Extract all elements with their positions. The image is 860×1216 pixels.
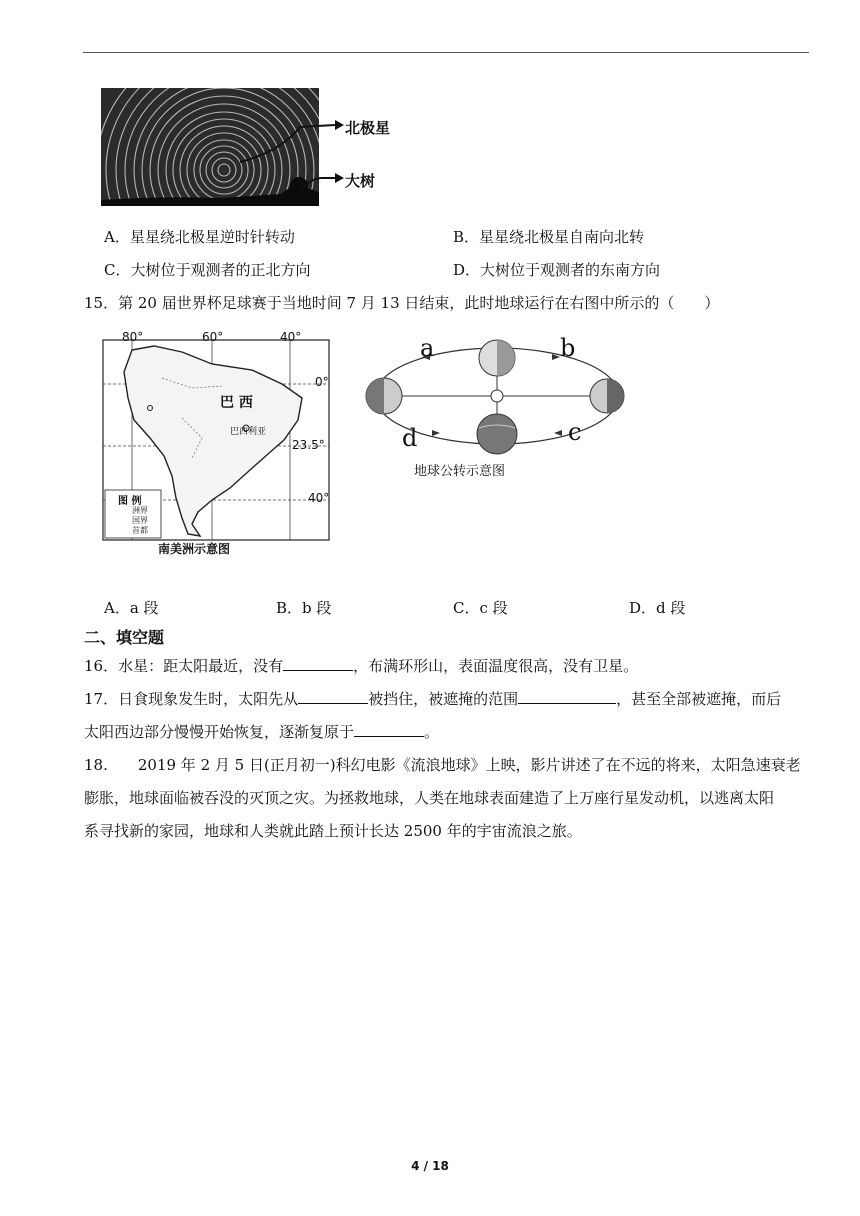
polaris-label: 北极星 [345, 119, 391, 137]
page-number: 4 / 18 [411, 1159, 449, 1173]
q16-text-2: ，布满环形山，表面温度很高，没有卫星。 [353, 657, 639, 675]
q18-line3: 系寻找新的家园，地球和人类就此踏上预计长达 2500 年的宇宙流浪之旅。 [84, 822, 582, 840]
header-rule [83, 52, 809, 53]
segment-c-label: c [568, 418, 582, 446]
q16-text-1: 16．水星：距太阳最近，没有 [84, 657, 284, 675]
lat-23-5: 23.5° [292, 438, 325, 452]
brazil-label: 巴 西 [220, 395, 253, 411]
lon-80: 80° [122, 330, 144, 344]
lon-40: 40° [280, 330, 302, 344]
q15-stem: 15．第 20 届世界杯足球赛于当地时间 7 月 13 日结束，此时地球运行在右图中所示的（ ） [84, 294, 720, 312]
q14-option-c[interactable]: C．大树位于观测者的正北方向 [104, 261, 311, 279]
photo-arrows [240, 112, 350, 202]
lat-40: 40° [308, 491, 330, 505]
q17-line2 [84, 721, 439, 742]
q14-option-b[interactable]: B．星星绕北极星自南向北转 [453, 228, 645, 246]
q15-option-d[interactable]: D．d 段 [629, 599, 686, 617]
q17-text-2: 被挡住，被遮掩的范围 [368, 690, 519, 708]
legend-item-continent: 洲界 [132, 506, 148, 515]
lat-0: 0° [315, 375, 329, 389]
map-caption: 南美洲示意图 [158, 542, 231, 556]
q15-option-b[interactable]: B．b 段 [276, 599, 332, 617]
q14-option-d[interactable]: D．大树位于观测者的东南方向 [453, 261, 661, 279]
q15-option-c[interactable]: C．c 段 [453, 599, 508, 617]
segment-d-label: d [402, 424, 418, 452]
q17-line1 [84, 688, 781, 709]
q16 [84, 655, 638, 676]
q17-blank-1[interactable] [298, 689, 368, 704]
q17-text-1: 17．日食现象发生时，太阳先从 [84, 690, 299, 708]
orbit-diagram [352, 330, 632, 480]
q14-option-a[interactable]: A．星星绕北极星逆时针转动 [104, 228, 295, 246]
q17-text-4: 太阳西边部分慢慢开始恢复，逐渐复原于 [84, 723, 355, 741]
segment-b-label: b [560, 334, 576, 362]
orbit-caption: 地球公转示意图 [414, 464, 506, 479]
legend-item-capital: 首都 [132, 526, 148, 535]
brasilia-label: 巴西利亚 [230, 427, 267, 437]
q17-blank-2[interactable] [518, 689, 616, 704]
q17-blank-3[interactable] [354, 722, 424, 737]
q15-option-a[interactable]: A．a 段 [104, 599, 159, 617]
q16-blank[interactable] [283, 656, 353, 671]
lon-60: 60° [202, 330, 224, 344]
tree-label: 大树 [345, 172, 376, 190]
q17-text-3: ，甚至全部被遮掩，而后 [616, 690, 782, 708]
section-title: 二、填空题 [84, 628, 165, 647]
segment-a-label: a [420, 334, 435, 362]
q18-line1: 18. 2019 年 2 月 5 日(正月初一)科幻电影《流浪地球》上映，影片讲述了在不远的将来，太阳急速衰老 [84, 756, 801, 774]
south-america-map [102, 328, 332, 554]
q17-text-5: 。 [424, 723, 440, 741]
q18-line2: 膨胀，地球面临被吞没的灭顶之灾。为拯救地球，人类在地球表面建造了上万座行星发动机，以逃离太阳 [84, 789, 775, 807]
legend-item-border: 国界 [132, 516, 148, 525]
legend-title: 图 例 [118, 496, 142, 507]
